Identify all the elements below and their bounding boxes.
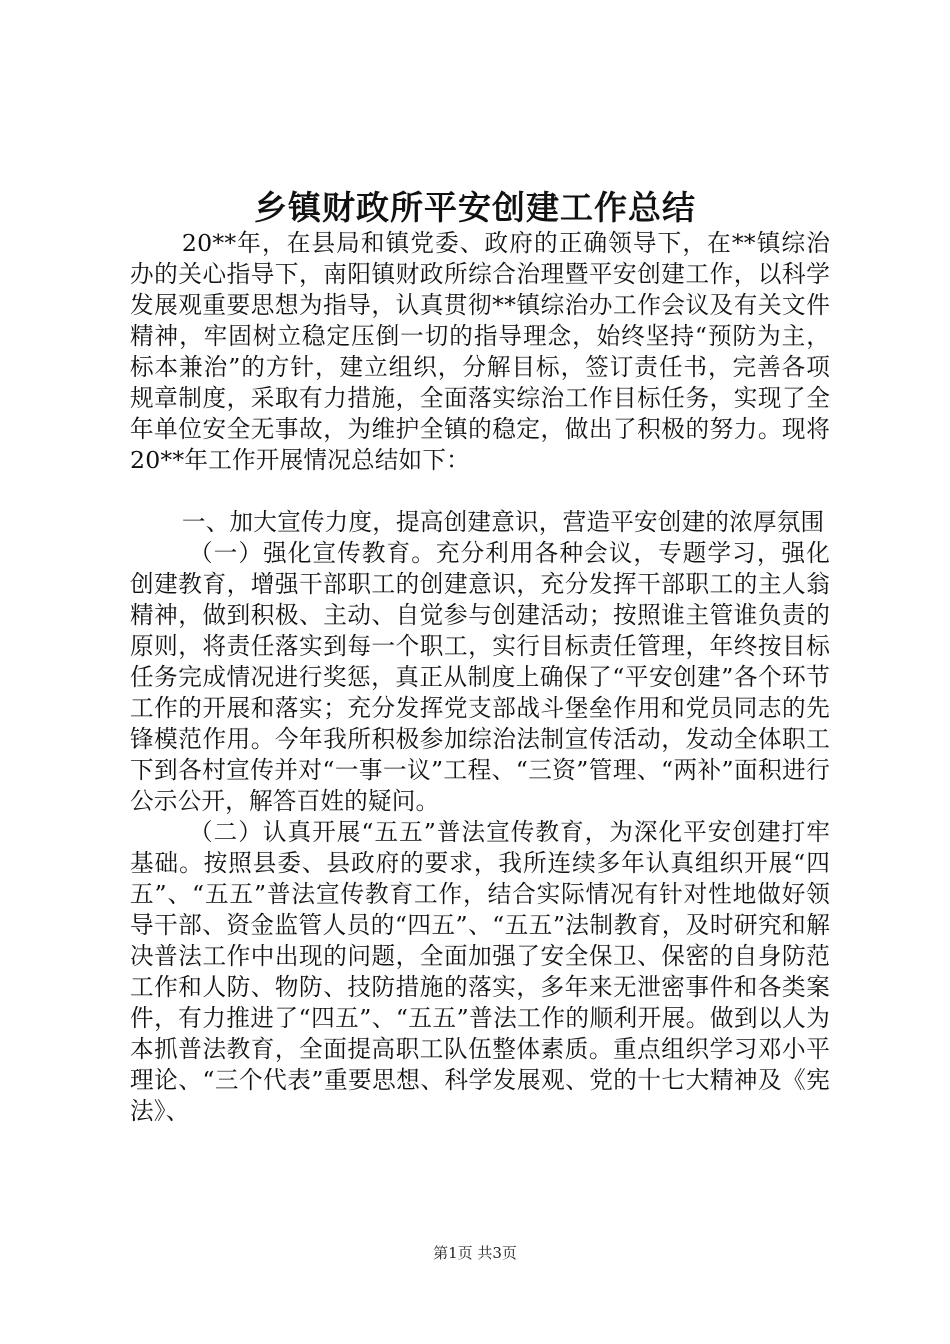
- document-body: [130, 228, 830, 1127]
- document-title: 乡镇财政所平安创建工作总结: [254, 188, 696, 227]
- intro-paragraph: 20**年，在县局和镇党委、政府的正确领导下，在**镇综治办的关心指导下，南阳镇财政所综合治理暨平安创建工作，以科学发展观重要思想为指导，认真贯彻**镇综治办工作会议及有关文件精神，牢固树立稳定压倒一切的指导理念，始终坚持“预防为主，标本兼治”的方针，建立组织，分解目标，签订责任书，完善各项规章制度，采取有力措施，全面落实综治工作目标任务，实现了全年单位安全无事故，为维护全镇的稳定，做出了积极的努力。现将20**年工作开展情况总结如下：: [130, 229, 830, 474]
- section-heading-1: 一、加大宣传力度，提高创建意识，营造平安创建的浓厚氛围: [181, 508, 825, 536]
- subsection-paragraph-2: （二）认真开展“五五”普法宣传教育，为深化平安创建打牢基础。按照县委、县政府的要求，我所连续多年认真组织开展“四五”、“五五”普法宣传教育工作，结合实际情况有针对性地做好领导干部、资金监管人员的“四五”、“五五”法制教育，及时研究和解决普法工作中出现的问题，全面加强了安全保卫、保密的自身防范工作和人防、物防、技防措施的落实，多年来无泄密事件和各类案件，有力推进了“四五”、“五五”普法工作的顺利开展。做到以人为本抓普法教育，全面提高职工队伍整体素质。重点组织学习邓小平理论、“三个代表”重要思想、科学发展观、党的十七大精神及《宪法》、: [130, 818, 830, 1125]
- page-footer: 第1页 共3页: [433, 1244, 517, 1262]
- subsection-paragraph-1: （一）强化宣传教育。充分利用各种会议，专题学习，强化创建教育，增强干部职工的创建意识，充分发挥干部职工的主人翁精神，做到积极、主动、自觉参与创建活动；按照谁主管谁负责的原则，将责任落实到每一个职工，实行目标责任管理，年终按目标任务完成情况进行奖惩，真正从制度上确保了“平安创建”各个环节工作的开展和落实；充分发挥党支部战斗堡垒作用和党员同志的先锋模范作用。今年我所积极参加综治法制宣传活动，发动全体职工下到各村宣传并对“一事一议”工程、“三资”管理、“两补”面积进行公示公开，解答百姓的疑问。: [130, 539, 830, 815]
